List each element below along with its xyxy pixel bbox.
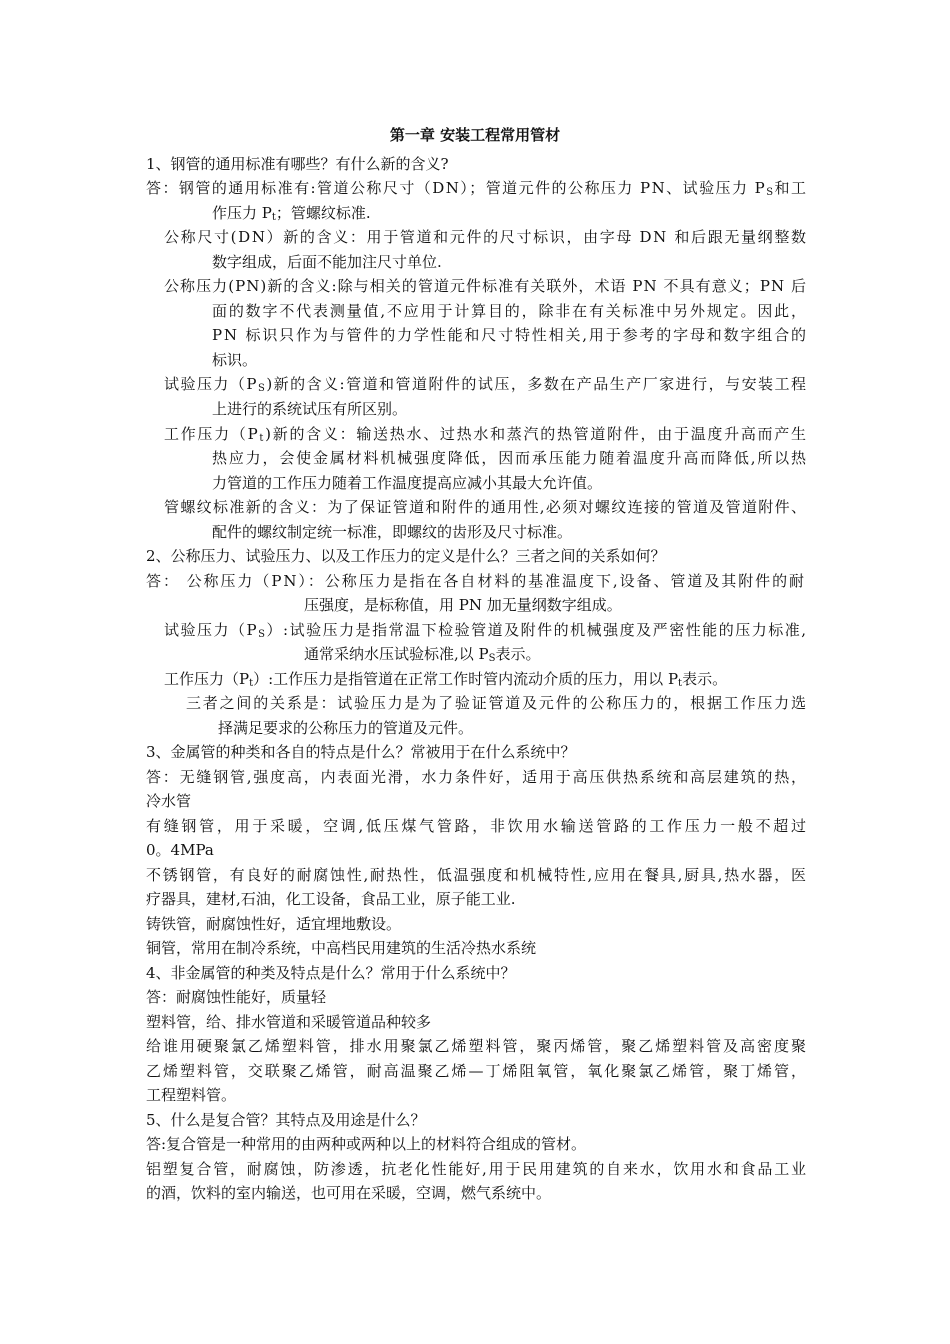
text-line: 公称尺寸(DN）新的含义：用于管道和元件的尺寸标识，由字母 DN 和后跟无量纲整数 — [164, 228, 808, 246]
text-line: 力管道的工作压力随着工作温度提高应减小其最大允许值。 — [212, 474, 603, 492]
text-line: 试验压力$(P_S)$:试验压力是指常温下检验管道及附件的机械强度及严密性能的压力标准, — [164, 621, 808, 640]
text-line: 压强度，是标称值，用 PN 加无量纲数字组成。 — [304, 596, 622, 614]
text-line: 铝塑复合管，耐腐蚀，防渗透，抗老化性能好,用于民用建筑的自来水，饮用水和食品工业 — [146, 1160, 808, 1178]
text-line: 作压力 $P_t$；管螺纹标准. — [212, 204, 371, 223]
text-line: 数字组成，后面不能加注尺寸单位. — [212, 253, 442, 271]
text-line: 0。4MPa — [146, 841, 214, 859]
subscript: t — [678, 678, 683, 689]
text-line: 面的数字不代表测量值,不应用于计算目的，除非在有关标准中另外规定。因此， — [212, 302, 808, 320]
subscript: S — [257, 383, 267, 394]
text-line: 4、非金属管的种类及特点是什么？常用于什么系统中？ — [146, 964, 516, 982]
text-line: 的酒，饮料的室内输送，也可用在采暖，空调，燃气系统中。 — [146, 1184, 552, 1202]
text-line: 工程塑料管。 — [146, 1086, 237, 1104]
text-line: 择满足要求的公称压力的管道及元件。 — [218, 719, 474, 737]
text-line: 热应力，会使金属材料机械强度降低，因而承压能力随着温度升高而降低,所以热 — [212, 449, 808, 467]
text-line: 工作压力$(P_t)$:工作压力是指管道在正常工作时管内流动介质的压力，用以 $P_t$表示。 — [164, 670, 728, 689]
text-line: 乙烯塑料管，交联聚乙烯管，耐高温聚乙烯—丁烯阻氧管，氧化聚氯乙烯管，聚丁烯管， — [146, 1062, 808, 1080]
subscript: t — [259, 433, 266, 444]
text-line: 公称压力(PN)新的含义:除与相关的管道元件标准有关联外，术语 PN 不具有意义；PN 后 — [164, 277, 808, 295]
text-line: 三者之间的关系是：试验压力是为了验证管道及元件的公称压力的，根据工作压力选 — [186, 694, 808, 712]
text-line: 铸铁管，耐腐蚀性好，适宜埋地敷设。 — [146, 915, 402, 933]
subscript: S — [258, 629, 267, 640]
text-line: 工作压力$(P_t)$新的含义：输送热水、过热水和蒸汽的热管道附件，由于温度升高而产生 — [164, 425, 808, 444]
text-line: 答： 公称压力（PN）：公称压力是指在各自材料的基准温度下,设备、管道及其附件的耐 — [146, 572, 806, 590]
chapter-title: 第一章 安装工程常用管材 — [389, 126, 561, 144]
text-line: 疗器具，建材,石油，化工设备，食品工业，原子能工业. — [146, 890, 516, 908]
subscript: S — [766, 187, 775, 198]
text-line: 管螺纹标准新的含义：为了保证管道和附件的通用性,必须对螺纹连接的管道及管道附件、 — [164, 498, 808, 516]
text-line: 答：无缝钢管,强度高，内表面光滑，水力条件好，适用于高压供热系统和高层建筑的热， — [146, 768, 808, 786]
text-line: 答：耐腐蚀性能好，质量轻 — [146, 988, 327, 1006]
text-line: 上进行的系统试压有所区别。 — [212, 400, 408, 418]
text-line: 塑料管，给、排水管道和采暖管道品种较多 — [146, 1013, 432, 1031]
text-line: 5、什么是复合管？其特点及用途是什么？ — [146, 1111, 426, 1129]
subscript: S — [488, 653, 496, 664]
text-line: 给谁用硬聚氯乙烯塑料管，排水用聚氯乙烯塑料管，聚丙烯管，聚乙烯塑料管及高密度聚 — [146, 1037, 808, 1055]
text-line: 冷水管 — [146, 792, 192, 810]
text-line: 2、公称压力、试验压力、以及工作压力的定义是什么？三者之间的关系如何？ — [146, 547, 666, 565]
text-line: 试验压力$(P_S)$新的含义:管道和管道附件的试压，多数在产品生产厂家进行，与安装工程 — [164, 375, 808, 394]
text-line: 标识。 — [212, 351, 258, 369]
subscript: t — [271, 212, 276, 223]
subscript: t — [249, 678, 254, 689]
text-line: 配件的螺纹制定统一标准，即螺纹的齿形及尺寸标准。 — [212, 523, 573, 541]
text-line: 有缝钢管，用于采暖，空调,低压煤气管路，非饮用水输送管路的工作压力一般不超过 — [146, 817, 809, 835]
text-line: 答:复合管是一种常用的由两种或两种以上的材料符合组成的管材。 — [146, 1135, 587, 1153]
text-line: 答：钢管的通用标准有:管道公称尺寸（DN）；管道元件的公称压力 PN、试验压力 $P_S$和工 — [146, 179, 808, 198]
text-line: 不锈钢管，有良好的耐腐蚀性,耐热性，低温强度和机械特性,应用在餐具,厨具,热水器，医 — [146, 866, 808, 884]
text-line: 3、金属管的种类和各自的特点是什么？常被用于在什么系统中？ — [146, 743, 576, 761]
text-line: 1、钢管的通用标准有哪些？有什么新的含义? — [146, 155, 449, 173]
text-line: 铜管，常用在制冷系统，中高档民用建筑的生活冷热水系统 — [146, 939, 537, 957]
text-line: 通常采纳水压试验标准,以 $P_S$表示。 — [304, 645, 541, 664]
text-line: PN 标识只作为与管件的力学性能和尺寸特性相关,用于参考的字母和数字组合的 — [212, 326, 808, 344]
